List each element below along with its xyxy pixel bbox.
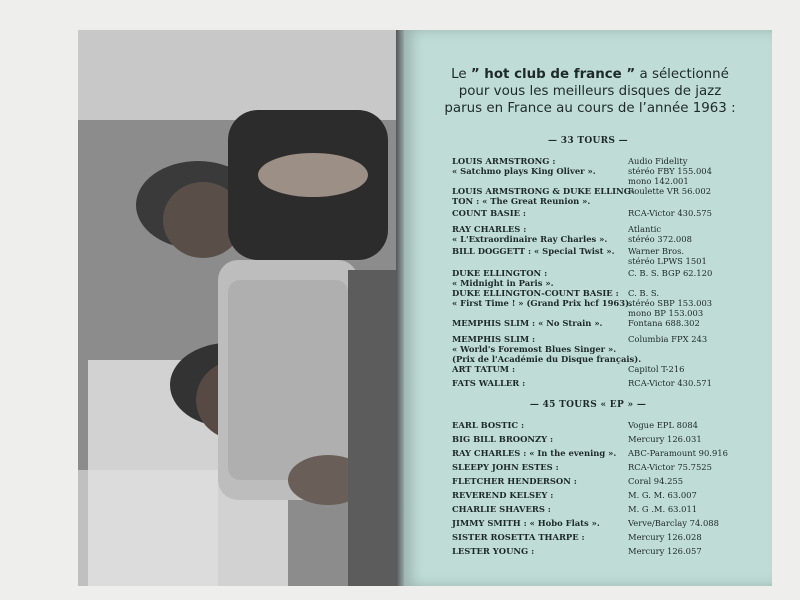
artist-line: MEMPHIS SLIM : « No Strain ». <box>452 318 603 328</box>
record-artist <box>452 208 622 218</box>
record-artist <box>452 504 622 514</box>
label-line: stéréo FBY 155.004 <box>628 166 712 176</box>
artist-line: LESTER YOUNG : <box>452 546 535 556</box>
record-label <box>628 504 752 514</box>
section-heading-33: — 33 TOURS — <box>548 136 628 146</box>
artist-line: REVEREND KELSEY : <box>452 490 554 500</box>
label-line: Audio Fidelity <box>628 156 688 166</box>
label-line: Atlantic <box>628 224 662 234</box>
artist-line: « Satchmo plays King Oliver ». <box>452 166 596 176</box>
artist-line: COUNT BASIE : <box>452 208 527 218</box>
label-line: Roulette VR 56.002 <box>628 186 712 196</box>
artist-line: DUKE ELLINGTON : <box>452 268 548 278</box>
jazz-musicians-photo <box>78 30 404 586</box>
record-label <box>628 334 752 344</box>
label-line: stéréo LPWS 1501 <box>628 256 707 266</box>
artist-line: LOUIS ARMSTRONG & DUKE ELLING- <box>452 186 635 196</box>
artist-line: ART TATUM : <box>452 364 516 374</box>
record-label <box>628 246 752 266</box>
intro-post: a sélectionné pour vous les meilleurs disques de jazz parus en France au cours de l’année 1963 : <box>444 67 736 116</box>
record-label <box>628 420 752 430</box>
label-line: M. G .M. 63.011 <box>628 504 698 514</box>
section-heading-45: — 45 TOURS « EP » — <box>529 400 647 410</box>
label-line: Columbia FPX 243 <box>628 334 708 344</box>
label-line: C. B. S. <box>628 288 660 298</box>
photo-page <box>78 30 404 586</box>
artist-line: BILL DOGGETT : « Special Twist ». <box>452 246 615 256</box>
record-label <box>628 434 752 444</box>
record-artist <box>452 490 622 500</box>
label-line: Warner Bros. <box>628 246 685 256</box>
artist-line: SISTER ROSETTA THARPE : <box>452 532 585 542</box>
record-label <box>628 518 752 528</box>
record-label <box>628 364 752 374</box>
record-artist <box>452 224 622 244</box>
artist-line: JIMMY SMITH : « Hobo Flats ». <box>452 518 600 528</box>
intro-highlight: ” hot club de france ” <box>470 67 636 82</box>
record-label <box>628 476 752 486</box>
artist-line: FLETCHER HENDERSON : <box>452 476 577 486</box>
label-line: stéréo 372.008 <box>628 234 692 244</box>
artist-line: « First Time ! » (Grand Prix hcf 1963). <box>452 298 632 308</box>
label-line: M. G. M. 63.007 <box>628 490 697 500</box>
booklet <box>78 30 772 586</box>
artist-line: « L'Extraordinaire Ray Charles ». <box>452 234 608 244</box>
label-line: Capitol T-216 <box>628 364 685 374</box>
label-line: RCA-Victor 430.575 <box>628 208 712 218</box>
artist-line: « Midnight in Paris ». <box>452 278 554 288</box>
record-artist <box>452 246 622 256</box>
record-artist <box>452 546 622 556</box>
artist-line: TON : « The Great Reunion ». <box>452 196 591 206</box>
label-line: Fontana 688.302 <box>628 318 700 328</box>
label-line: RCA-Victor 75.7525 <box>628 462 712 472</box>
record-artist <box>452 268 622 288</box>
label-line: C. B. S. BGP 62.120 <box>628 268 713 278</box>
record-artist <box>452 156 622 176</box>
record-label <box>628 208 752 218</box>
record-label <box>628 268 752 278</box>
artist-line: DUKE ELLINGTON-COUNT BASIE : <box>452 288 619 298</box>
record-artist <box>452 364 622 374</box>
listing-page <box>404 30 772 586</box>
record-artist <box>452 420 622 430</box>
artist-line: EARL BOSTIC : <box>452 420 525 430</box>
record-artist <box>452 318 622 328</box>
artist-line: RAY CHARLES : <box>452 224 527 234</box>
artist-line: LOUIS ARMSTRONG : <box>452 156 556 166</box>
record-label <box>628 186 752 196</box>
record-artist <box>452 518 622 528</box>
record-artist <box>452 476 622 486</box>
label-line: mono 142.001 <box>628 176 689 186</box>
label-line: mono BP 153.003 <box>628 308 704 318</box>
artist-line: FATS WALLER : <box>452 378 526 388</box>
artist-line: MEMPHIS SLIM : <box>452 334 536 344</box>
record-label <box>628 532 752 542</box>
record-artist <box>452 462 622 472</box>
artist-line: RAY CHARLES : « In the evening ». <box>452 448 617 458</box>
label-line: Mercury 126.028 <box>628 532 702 542</box>
label-line: Vogue EPL 8084 <box>628 420 698 430</box>
record-label <box>628 288 752 318</box>
label-line: Mercury 126.031 <box>628 434 702 444</box>
intro-pre: Le <box>451 67 467 82</box>
artist-line: (Prix de l'Académie du Disque français). <box>452 354 642 364</box>
label-line: Mercury 126.057 <box>628 546 702 556</box>
artist-line: BIG BILL BROONZY : <box>452 434 554 444</box>
label-line: Verve/Barclay 74.088 <box>628 518 719 528</box>
record-label <box>628 156 752 186</box>
label-line: RCA-Victor 430.571 <box>628 378 712 388</box>
label-line: Coral 94.255 <box>628 476 684 486</box>
record-artist <box>452 186 635 206</box>
record-label <box>628 224 752 244</box>
artist-line: CHARLIE SHAVERS : <box>452 504 551 514</box>
artist-line: « World's Foremost Blues Singer ». <box>452 344 617 354</box>
intro-paragraph <box>440 66 740 117</box>
record-artist <box>452 334 642 364</box>
record-artist <box>452 448 622 458</box>
artist-line: SLEEPY JOHN ESTES : <box>452 462 559 472</box>
record-artist <box>452 434 622 444</box>
record-label <box>628 448 752 458</box>
record-artist <box>452 288 632 308</box>
record-label <box>628 378 752 388</box>
record-label <box>628 546 752 556</box>
label-line: stéréo SBP 153.003 <box>628 298 713 308</box>
record-label <box>628 318 752 328</box>
label-line: ABC-Paramount 90.916 <box>628 448 728 458</box>
record-artist <box>452 532 622 542</box>
record-label <box>628 462 752 472</box>
record-artist <box>452 378 622 388</box>
record-label <box>628 490 752 500</box>
